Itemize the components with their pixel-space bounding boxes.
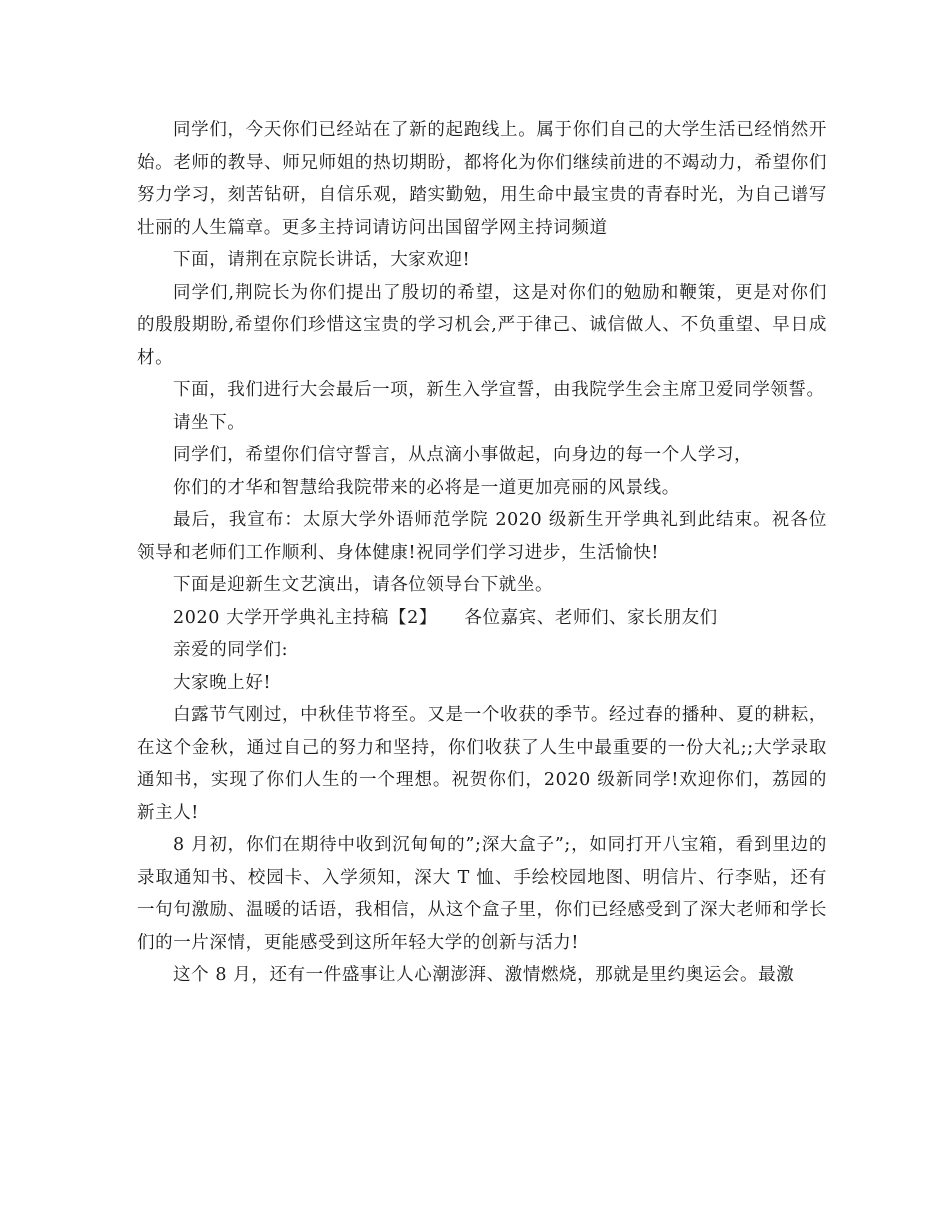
paragraph: 下面是迎新生文艺演出，请各位领导台下就坐。	[173, 575, 554, 595]
paragraph: 下面，请荆在京院长讲话，大家欢迎!	[173, 250, 471, 270]
paragraph: 你们的才华和智慧给我院带来的必将是一道更加亮丽的风景线。	[173, 477, 680, 498]
paragraph: 亲爱的同学们:	[173, 640, 289, 660]
paragraph: 这个 8 月，还有一件盛事让人心潮澎湃、激情燃烧，那就是里约奥运会。最激	[173, 965, 795, 985]
paragraph: 同学们，今天你们已经站在了新的起跑线上。属于你们自己的大学生活已经悄然开始。老师的教导、师兄师姐的热切期盼，都将化为你们继续前进的不竭动力，希望你们努力学习，刻苦钻研，自信乐观，踏实勤勉，用生命中最宝贵的青春时光，为自己谱写壮丽的人生篇章。更多主持词请访问出国留学网主持词频道	[137, 120, 827, 238]
paragraph: 下面，我们进行大会最后一项，新生入学宣誓，由我院学生会主席卫爱同学领誓。	[173, 380, 825, 400]
paragraph: 同学们，希望你们信守誓言，从点滴小事做起，向身边的每一个人学习，	[173, 445, 753, 465]
paragraph: 白露节气刚过，中秋佳节将至。又是一个收获的季节。经过春的播种、夏的耕耘，在这个金秋，通过自己的努力和坚持，你们收获了人生中最重要的一份大礼;;大学录取通知书，实现了你们人生的一个理想。祝贺你们，2020 级新同学!欢迎你们，荔园的新主人!	[137, 705, 827, 823]
document-body	[137, 114, 827, 992]
paragraph: 大家晚上好!	[173, 672, 272, 693]
paragraph: 最后，我宣布：太原大学外语师范学院 2020 级新生开学典礼到此结束。祝各位领导和老师们工作顺利、身体健康!祝同学们学习进步，生活愉快!	[137, 510, 827, 563]
paragraph: 同学们,荆院长为你们提出了殷切的希望，这是对你们的勉励和鞭策，更是对你们的殷殷期盼,希望你们珍惜这宝贵的学习机会,严于律己、诚信做人、不负重望、早日成材。	[137, 282, 827, 368]
paragraph: 8 月初，你们在期待中收到沉甸甸的”;深大盒子”;，如同打开八宝箱，看到里边的录取通知书、校园卡、入学须知，深大 T 恤、手绘校园地图、明信片、行李贴，还有一句句激励、温暖的话语，我相信，从这个盒子里，你们已经感受到了深大老师和学长们的一片深情，更能感受到这所年轻大学的创新与活力!	[137, 835, 827, 953]
section-heading-line: 2020 大学开学典礼主持稿【2】 各位嘉宾、老师们、家长朋友们	[173, 607, 718, 628]
paragraph: 请坐下。	[173, 412, 246, 433]
